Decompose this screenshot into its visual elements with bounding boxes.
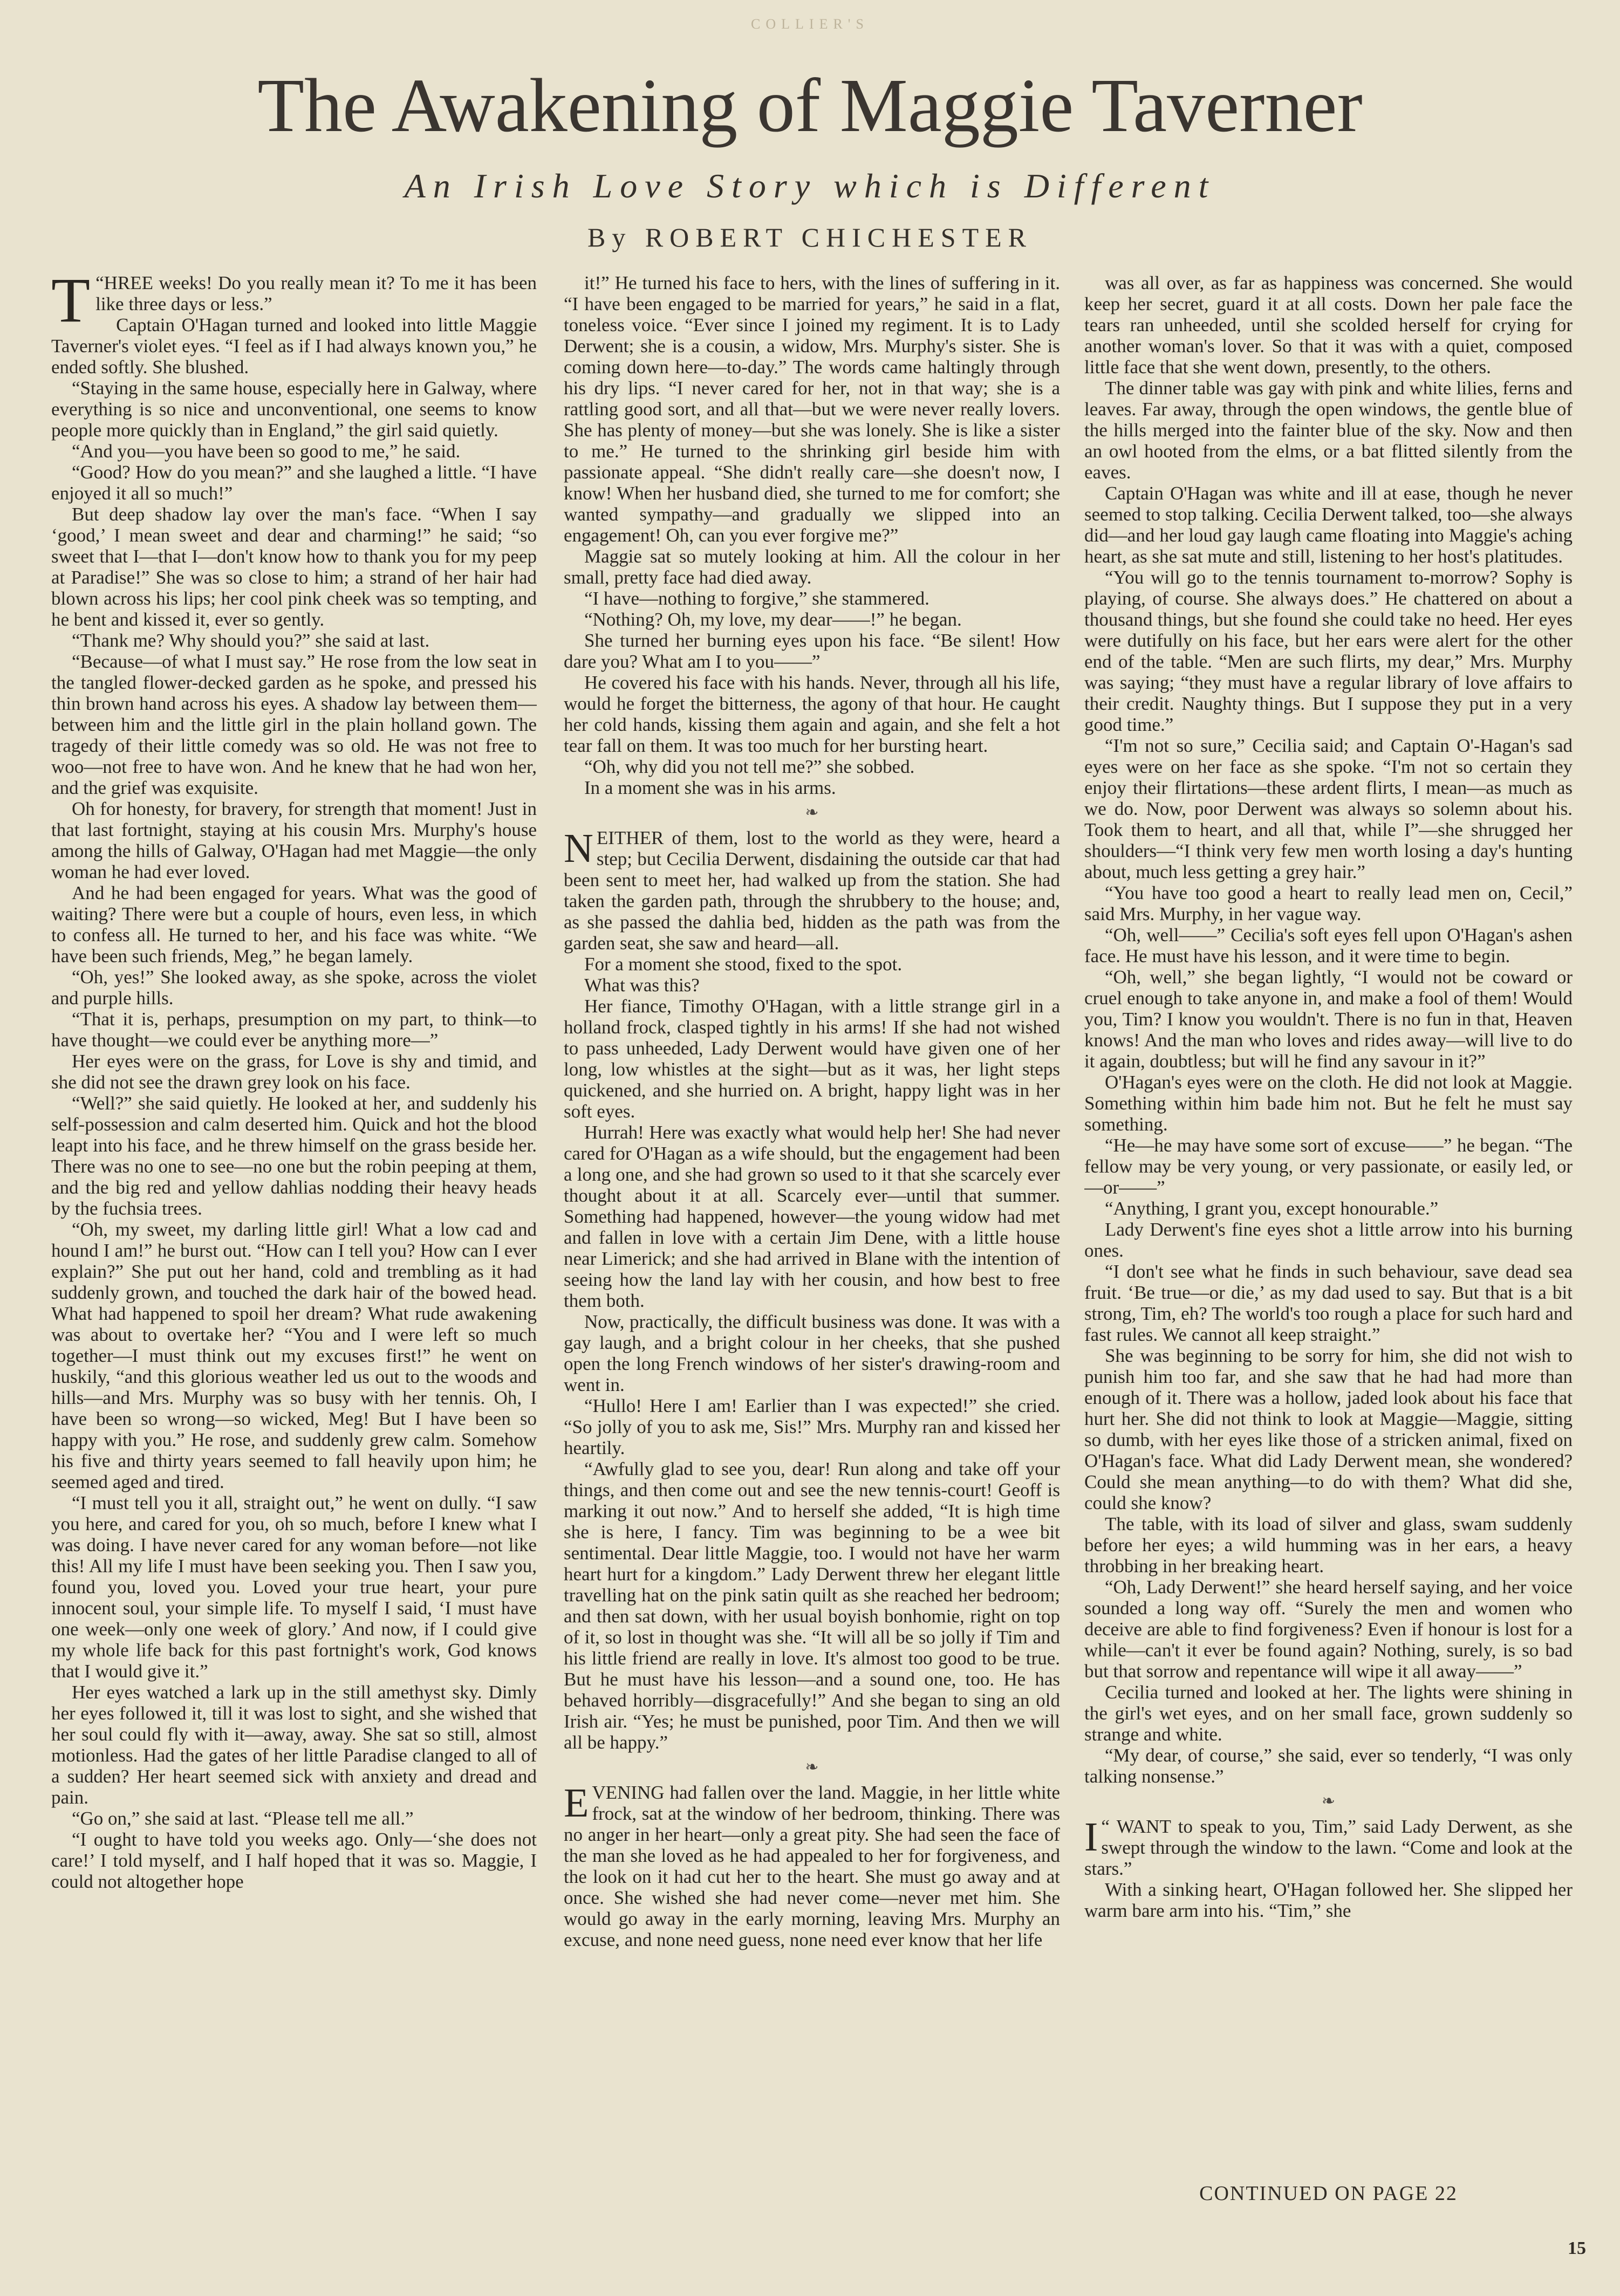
paragraph: Captain O'Hagan turned and looked into little Maggie Taverner's violet eyes. “I feel as if I had always known you,” he ended softly. She blushed. xyxy=(51,314,537,378)
paragraph: For a moment she stood, fixed to the spot. xyxy=(584,954,903,975)
paragraph: And he had been engaged for years. What was the good of waiting? There were but a couple of hours, even less, in which to confess all. He turned to her, and his face was white. “We have been such friends, Meg,” he began lamely. xyxy=(51,882,537,967)
paragraph: “I'm not so sure,” Cecilia said; and Captain O'-Hagan's sad eyes were on her face as she spoke. “I'm not so certain they enjoy their flirtations—these ardent flirts, I mean—as much as we do. Now, poor Derwent was always so solemn about his. Took them to heart, and all that, while I”—she shrugged her shoulders—“I think very few men worth losing a day's hunting about, much less getting a grey hair.” xyxy=(1084,735,1573,882)
col2-section2-paragraphs xyxy=(564,954,1060,1753)
paragraph: She was beginning to be sorry for him, she did not wish to punish him too far, and she saw that he had had more than enough of it. There was a hollow, jaded look about his face that hurt her. She did not think to look at Maggie—Maggie, sitting so dumb, with her eyes like those of a stricken animal, fixed on O'Hagan's face. What did Lady Derwent mean, she wondered? Could she mean anything—to do with them? What did she, could she know? xyxy=(1084,1345,1573,1513)
paragraph: “My dear, of course,” she said, ever so tenderly, “I was only talking nonsense.” xyxy=(1084,1745,1573,1787)
paragraph: What was this? xyxy=(584,975,700,996)
paragraph: Captain O'Hagan was white and ill at ease, though he never seemed to stop talking. Cecilia Derwent talked, too—she always did—and her loud gay laugh came floating into Maggie's aching heart, as she sat mute and still, listening to her host's platitudes. xyxy=(1084,483,1573,567)
col3-paragraphs xyxy=(1084,272,1573,1787)
paragraph: Hurrah! Here was exactly what would help her! She had never cared for O'Hagan as a wife should, but the engagement had been a long one, and she had grown so used to it that she scarcely ever thought about it at all. Scarcely ever—until that summer. Something had happened, however—the young widow had met and fallen in love with a certain Jim Dene, with a little house near Limerick; and she had arrived in Blane with the intention of seeing how the land lay with her cousin, and how best to free them both. xyxy=(564,1122,1060,1311)
paragraph: it!” He turned his face to hers, with the lines of suffering in it. “I have been engaged to be married for years,” he said in a flat, toneless voice. “Ever since I joined my regiment. It is to Lady Derwent; she is a cousin, a widow, Mrs. Murphy's sister. She is coming down here—to-day.” The words came haltingly through his dry lips. “I never cared for her, not in that way; she is a rattling good sort, and all that—but we were never really lovers. She has plenty of money—but she was lonely. She is like a sister to me.” He turned to the shrinking girl beside him with passionate appeal. “She didn't really care—she doesn't now, I know! When her husband died, she turned to me for comfort; she wanted sympathy—and gradually we slipped into an engagement! Oh, can you ever forgive me?” xyxy=(564,272,1060,546)
opening-paragraph-text: HREE weeks! Do you really mean it? To me it has been like three days or less.” xyxy=(95,272,537,314)
paragraph: In a moment she was in his arms. xyxy=(584,777,836,798)
open-quote: “ xyxy=(1101,1816,1110,1837)
text-column-2 xyxy=(564,272,1060,2176)
section-3-opening xyxy=(564,1782,1060,1950)
paragraph: “Go on,” she said at last. “Please tell me all.” xyxy=(72,1808,414,1829)
paragraph: “You will go to the tennis tournament to-morrow? Sophy is playing, of course. She always does.” He chattered on about a thousand things, but she found she could take no heed. Her eyes were dutifully on his face, but her ears were alert for the other end of the table. “Men are such flirts, my dear,” Mrs. Murphy was saying; “they must have a regular library of love affairs to their credit. Naughty things. But I suppose they put in a very good time.” xyxy=(1084,567,1573,735)
paragraph: Now, practically, the difficult business was done. It was with a gay laugh, and a bright colour in her cheeks, that she pushed open the long French windows of her sister's drawing-room and went in. xyxy=(564,1311,1060,1395)
paragraph: O'Hagan's eyes were on the cloth. He did not look at Maggie. Something within him bade him not. But he felt he must say something. xyxy=(1084,1072,1573,1135)
section-4-opening-text: WANT to speak to you, Tim,” said Lady Derwent, as she swept through the window to the lawn. “Come and look at the stars.” xyxy=(1084,1816,1573,1879)
page-number: 15 xyxy=(1568,2238,1586,2258)
paragraph: “That it is, perhaps, presumption on my part, to think—to have thought—we could ever be anything more—” xyxy=(51,1009,537,1051)
col2-paragraphs xyxy=(564,272,1060,798)
continued-notice[interactable]: CONTINUED ON PAGE 22 xyxy=(1199,2182,1458,2205)
col1-paragraphs xyxy=(51,314,537,1892)
paragraph: Her fiance, Timothy O'Hagan, with a little strange girl in a holland frock, clasped tightly in his arms! If she had not wished to pass unheeded, Lady Derwent would have given one of her long, low whistles at the sight—but as it was, her light steps quickened, and she hurried on. A bright, happy light was in her soft eyes. xyxy=(564,996,1060,1122)
paragraph: “Awfully glad to see you, dear! Run along and take off your things, and then come out and see the new tennis-court! Geoff is marking it out now.” And to herself she added, “It is high time she is here, I fancy. Tim was beginning to be a wee bit sentimental. Dear little Maggie, too. I would not have her warm heart hurt for a kingdom.” Lady Derwent threw her elegant little travelling hat on the pink satin quilt as she reached her bedroom; and then sat down, with her usual boyish bonhomie, right on top of it, so lost in thought was she. “It will all be so jolly if Tim and his little friend are really in love. It's almost too good to be true. But he must have his lesson—and a sound one, too. He has behaved horribly—disgracefully!” And she began to sing an old Irish air. “Yes; he must be punished, poor Tim. And then we will all be happy.” xyxy=(564,1458,1060,1753)
story-subtitle: An Irish Love Story which is Different xyxy=(404,167,1216,205)
paragraph: “Hullo! Here I am! Earlier than I was expected!” she cried. “So jolly of you to ask me, Sis!” Mrs. Murphy ran and kissed her heartily. xyxy=(564,1395,1060,1458)
paragraph: Maggie sat so mutely looking at him. All the colour in her small, pretty face had died away. xyxy=(564,546,1060,588)
paragraph: Cecilia turned and looked at her. The lights were shining in the girl's wet eyes, and on her small face, grown suddenly so strange and white. xyxy=(1084,1682,1573,1745)
paragraph: “I don't see what he finds in such behaviour, save dead sea fruit. ‘Be true—or die,’ as my dad used to say. But that is a bit strong, Tim, eh? The world's too rough a place for such hard and fast rules. We cannot all keep straight.” xyxy=(1084,1261,1573,1345)
section-2-opening xyxy=(564,827,1060,954)
paragraph: “He—he may have some sort of excuse——” he began. “The fellow may be very young, or very passionate, or easily led, or—or——” xyxy=(1084,1135,1573,1198)
story-title: The Awakening of Maggie Taverner xyxy=(257,63,1363,148)
drop-cap: I xyxy=(1084,1814,1098,1860)
drop-cap: N xyxy=(564,826,593,871)
paragraph: “And you—you have been so good to me,” he said. xyxy=(72,441,461,462)
paragraph: “Well?” she said quietly. He looked at her, and suddenly his self-possession and calm deserted him. Quick and hot the blood leapt into his face, and he threw himself on the grass beside her. There was no one to see—no one but the robin peeping at them, and the big red and yellow dahlias nodding their heavy heads by the fuchsia trees. xyxy=(51,1093,537,1219)
section-2-opening-text: EITHER of them, lost to the world as they were, heard a step; but Cecilia Derwent, disdaining the outside car that had been sent to meet her, had walked up from the station. She had taken the garden path, through the shrubbery to the house; and, as she passed the dahlia bed, hidden as the path was from the garden seat, she saw and heard—all. xyxy=(564,827,1060,954)
drop-cap: E xyxy=(564,1780,589,1826)
paragraph: “I must tell you it all, straight out,” he went on dully. “I saw you here, and cared for you, oh so much, before I knew what I was doing. I have never cared for any woman before—not like this! All my life I must have been seeking you. Then I saw you, found you, loved you. Loved your true heart, your pure innocent soul, your simple life. To myself I said, ‘I must have one week—only one week of glory.’ And now, if I could give my whole life back for this past fortnight's work, God knows that I would give it.” xyxy=(51,1492,537,1682)
paragraph: “Oh, well——” Cecilia's soft eyes fell upon O'Hagan's ashen face. He must have his lesson, and it were time to begin. xyxy=(1084,924,1573,967)
paragraph: “Because—of what I must say.” He rose from the low seat in the tangled flower-decked garden as he spoke, and pressed his thin brown hand across his eyes. A shadow lay between them—between him and the little girl in the plain holland gown. The tragedy of their little comedy was so old. He was not free to woo—not free to have won. And he knew that he had won her, and the grief was exquisite. xyxy=(51,651,537,798)
paragraph: was all over, as far as happiness was concerned. She would keep her secret, guard it at all costs. Down her pale face the tears ran unheeded, until she scolded herself for crying for another woman's lover. So that it was with a quiet, composed little face that she went down, presently, to the others. xyxy=(1084,272,1573,378)
paragraph: Her eyes were on the grass, for Love is shy and timid, and she did not see the drawn grey look on his face. xyxy=(51,1051,537,1093)
paragraph: “Thank me? Why should you?” she said at last. xyxy=(72,630,430,651)
section-4-opening xyxy=(1084,1816,1573,1879)
paragraph: “Good? How do you mean?” and she laughed a little. “I have enjoyed it all so much!” xyxy=(51,462,537,504)
paragraph: With a sinking heart, O'Hagan followed her. She slipped her warm bare arm into his. “Tim,” she xyxy=(1084,1879,1573,1921)
text-column-1 xyxy=(51,272,537,2176)
paragraph: “Oh, my sweet, my darling little girl! What a low cad and hound I am!” he burst out. “How can I tell you? How can I ever explain?” She put out her hand, cold and trembling as it had suddenly grown, and touched the dark hair of the bowed head. What had happened to spoil her dream? What rude awakening was about to overtake her? “You and I were left so much together—I must think out my excuses first!” he went on huskily, “and this glorious weather led us out to the woods and hills—and Mrs. Murphy was so busy with her tennis. Oh, I have been so wrong—so wicked, Meg! But I have been so happy with you.” He rose, and suddenly grew calm. Somehow his five and thirty years seemed to fall heavily upon him; he seemed aged and tired. xyxy=(51,1219,537,1492)
paragraph: “Oh, why did you not tell me?” she sobbed. xyxy=(584,756,915,777)
paragraph: “Anything, I grant you, except honourable.” xyxy=(1105,1198,1439,1219)
paragraph: The dinner table was gay with pink and white lilies, ferns and leaves. Far away, through the open windows, the gentle blue of the hills merged into the fainter blue of the sky. Now and then an owl hooted from the elms, or a bat flitted silently from the eaves. xyxy=(1084,378,1573,483)
paragraph: Her eyes watched a lark up in the still amethyst sky. Dimly her eyes followed it, till it was lost to sight, and she wished that her soul could fly with it—away, away. She sat so still, almost motionless. Had the gates of her little Paradise clanged to all of a sudden? Her heart seemed sick with anxiety and dread and pain. xyxy=(51,1682,537,1808)
paragraph: “Staying in the same house, especially here in Galway, where everything is so nice and unconventional, one seems to know people more quickly than in England,” the girl said quietly. xyxy=(51,378,537,441)
paragraph: “Nothing? Oh, my love, my dear——!” he began. xyxy=(584,609,962,630)
col3-section2-paragraphs xyxy=(1084,1879,1573,1921)
section-separator: ❧ xyxy=(805,1758,819,1776)
section-3-opening-text: VENING had fallen over the land. Maggie, in her little white frock, sat at the window of her bedroom, thinking. There was no anger in her heart—only a great pity. She had seen the face of the man she loved as he had appealed to her for forgiveness, and the look on it had cut her to the heart. She must go away and at once. She wished she had never come—never met him. She would go away in the early morning, leaving Mrs. Murphy an excuse, and none need guess, none need ever know that her life xyxy=(564,1782,1060,1950)
byline: By ROBERT CHICHESTER xyxy=(587,222,1033,252)
section-separator: ❧ xyxy=(805,804,819,821)
paragraph: She turned her burning eyes upon his face. “Be silent! How dare you? What am I to you——” xyxy=(564,630,1060,672)
paragraph: “Oh, Lady Derwent!” she heard herself saying, and her voice sounded a long way off. “Surely the men and women who deceive are able to find forgiveness? Even if honour is lost for a while—can't it ever be found again? Nothing, surely, is so bad but that sorrow and repentance will wipe it all away——” xyxy=(1084,1577,1573,1682)
paragraph: “I have—nothing to forgive,” she stammered. xyxy=(584,588,929,609)
paragraph: But deep shadow lay over the man's face. “When I say ‘good,’ I mean sweet and dear and charming!” he said; “so sweet that I—that I—don't know how to thank you for my peep at Paradise!” She was so close to him; a strand of her hair had blown across his lips; her cool pink cheek was so tempting, and he bent and kissed it, ever so gently. xyxy=(51,504,537,630)
paragraph: “Oh, well,” she began lightly, “I would not be coward or cruel enough to take anyone in, and make a fool of them! Would you, Tim? I know you wouldn't. There is no fun in that, Heaven knows! And the man who loves and rides away—will live to do it again, doubtless; but will he find any savour in it?” xyxy=(1084,967,1573,1072)
drop-cap: T xyxy=(51,272,91,335)
text-column-3 xyxy=(1084,272,1573,2176)
paragraph: “Oh, yes!” She looked away, as she spoke, across the violet and purple hills. xyxy=(51,967,537,1009)
section-separator: ❧ xyxy=(1321,1792,1336,1810)
open-quote: “ xyxy=(95,272,104,293)
paragraph: Lady Derwent's fine eyes shot a little arrow into his burning ones. xyxy=(1084,1219,1573,1261)
masthead: COLLIER'S xyxy=(751,16,869,32)
paragraph: Oh for honesty, for bravery, for strength that moment! Just in that last fortnight, staying at his cousin Mrs. Murphy's house among the hills of Galway, O'Hagan had met Maggie—the only woman he had ever loved. xyxy=(51,798,537,882)
paragraph: He covered his face with his hands. Never, through all his life, would he forget the bitterness, the agony of that hour. He caught her cold hands, kissing them again and again, and she felt a hot tear fall on them. It was too much for her bursting heart. xyxy=(564,672,1060,756)
paragraph: “You have too good a heart to really lead men on, Cecil,” said Mrs. Murphy, in her vague way. xyxy=(1084,882,1573,924)
paragraph: “I ought to have told you weeks ago. Only—‘she does not care!’ I told myself, and I half hoped that it was so. Maggie, I could not altogether hope xyxy=(51,1829,537,1892)
opening-paragraph xyxy=(51,272,537,335)
paragraph: The table, with its load of silver and glass, swam suddenly before her eyes; a wild humming was in her ears, a heavy throbbing in her breaking heart. xyxy=(1084,1513,1573,1577)
